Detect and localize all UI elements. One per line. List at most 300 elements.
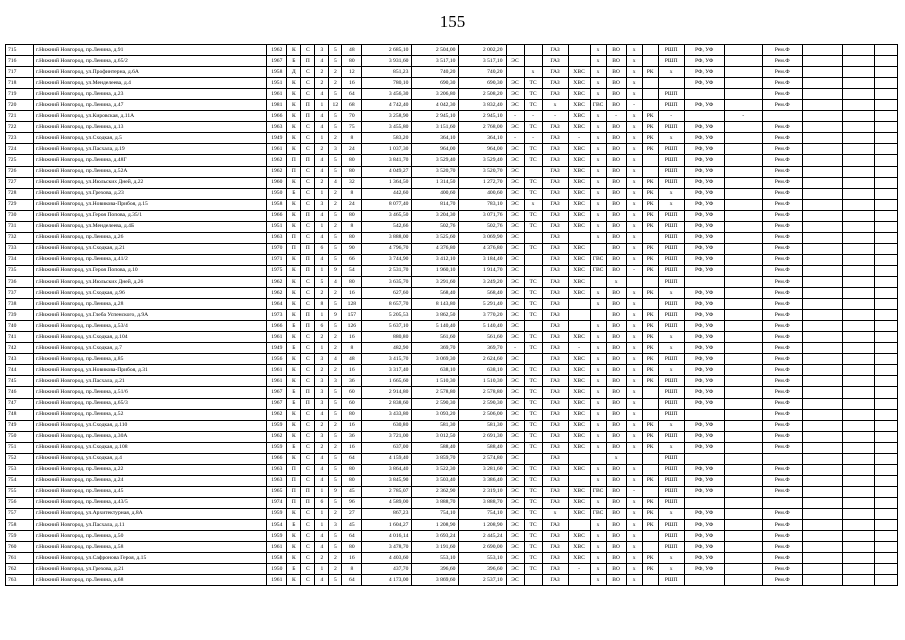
table-cell-e3 (842, 122, 874, 133)
table-row (6, 111, 898, 122)
table-cell-a2: 3 525,60 (412, 232, 459, 243)
table-cell-x: х (626, 431, 642, 442)
table-cell-rk (642, 100, 658, 111)
table-cell-num: 715 (6, 45, 34, 56)
table-cell-vo: ВО (606, 332, 626, 343)
table-cell-gvs: х (590, 166, 606, 177)
table-row (6, 67, 898, 78)
table-cell-rshp: х (658, 553, 684, 564)
table-cell-gaz: ГАЗ (542, 310, 568, 321)
table-cell-a1: 2 838,60 (362, 398, 412, 409)
table-cell-year: 1966 (267, 210, 287, 221)
table-cell-type: С (301, 144, 315, 155)
table-cell-a2: 1 510,30 (412, 376, 459, 387)
table-cell-type: П (301, 497, 315, 508)
table-cell-e4 (874, 508, 897, 519)
table-cell-e2 (802, 210, 842, 221)
table-cell-x: х (626, 177, 642, 188)
table-cell-apt: 90 (342, 243, 362, 254)
table-cell-e2 (802, 221, 842, 232)
table-cell-rem: Рем.Ф (762, 310, 802, 321)
table-cell-es: ЭС (506, 365, 524, 376)
table-cell-year: 1962 (267, 166, 287, 177)
table-cell-mat: П (287, 232, 301, 243)
table-cell-ent: 4 (315, 254, 329, 265)
table-cell-rem: Рем.Ф (762, 464, 802, 475)
table-cell-rf: РФ, УФ (684, 464, 724, 475)
table-cell-fl: 5 (329, 243, 342, 254)
table-cell-e2 (802, 111, 842, 122)
table-cell-fl: 5 (329, 56, 342, 67)
table-cell-apt: 16 (342, 288, 362, 299)
table-cell-e1 (724, 354, 762, 365)
table-cell-rem: Рем.Ф (762, 332, 802, 343)
table-cell-rf (684, 111, 724, 122)
table-cell-e4 (874, 100, 897, 111)
table-cell-e1 (724, 376, 762, 387)
table-cell-a1: 8 657,70 (362, 299, 412, 310)
table-cell-x: х (626, 497, 642, 508)
table-cell-gaz: х (542, 508, 568, 519)
table-cell-fl: 2 (329, 199, 342, 210)
table-cell-e3 (842, 67, 874, 78)
table-cell-num: 730 (6, 210, 34, 221)
table-cell-num: 738 (6, 299, 34, 310)
table-cell-e3 (842, 553, 874, 564)
table-cell-vo: ВО (606, 464, 626, 475)
table-cell-rem: Рем.Ф (762, 387, 802, 398)
table-cell-num: 760 (6, 542, 34, 553)
table-cell-x: х (626, 288, 642, 299)
table-cell-gvs: х (590, 409, 606, 420)
table-cell-ent: 2 (315, 67, 329, 78)
table-cell-es: ЭС (506, 89, 524, 100)
table-cell-ts: ТС (524, 221, 542, 232)
table-cell-mat: К (287, 453, 301, 464)
table-cell-fl: 4 (329, 276, 342, 287)
table-cell-x: х (626, 343, 642, 354)
table-cell-hvs: ХВС (568, 166, 590, 177)
table-cell-e4 (874, 531, 897, 542)
table-cell-a1: 3 864,40 (362, 464, 412, 475)
table-cell-ts: ТС (524, 365, 542, 376)
table-cell-e4 (874, 254, 897, 265)
table-cell-e3 (842, 100, 874, 111)
table-cell-a3: 581,30 (459, 420, 506, 431)
table-cell-x: х (626, 332, 642, 343)
table-row (6, 188, 898, 199)
table-cell-rem (762, 453, 802, 464)
table-cell-vo: ВО (606, 398, 626, 409)
table-cell-fl: 2 (329, 332, 342, 343)
table-row (6, 508, 898, 519)
table-cell-year: 1958 (267, 553, 287, 564)
table-cell-type: С (301, 67, 315, 78)
table-cell-apt: 80 (342, 56, 362, 67)
table-cell-addr: г.Нижний Новгород, ул.Сходкая, д.4 (34, 453, 267, 464)
table-cell-fl: 5 (329, 299, 342, 310)
table-cell-a3: 3 184,40 (459, 254, 506, 265)
table-cell-rk: РК (642, 310, 658, 321)
table-cell-a2: 1 314,50 (412, 177, 459, 188)
table-cell-rshp: х (658, 332, 684, 343)
table-cell-x: х (626, 442, 642, 453)
table-cell-year: 1964 (267, 299, 287, 310)
table-cell-es: ЭС (506, 332, 524, 343)
table-cell-addr: г.Нижний Новгород, пр.Ленина, д.30А (34, 431, 267, 442)
table-cell-a3: 2 537,10 (459, 575, 506, 586)
table-cell-year: 1962 (267, 288, 287, 299)
table-cell-addr: г.Нижний Новгород, ул.Кировская, д.11А (34, 111, 267, 122)
table-row (6, 177, 898, 188)
table-cell-a2: 3 522,30 (412, 464, 459, 475)
table-cell-gvs: х (590, 45, 606, 56)
table-cell-e2 (802, 276, 842, 287)
table-cell-es (506, 45, 524, 56)
table-cell-rf: РФ, УФ (684, 221, 724, 232)
table-cell-type: П (301, 254, 315, 265)
table-cell-e3 (842, 243, 874, 254)
table-cell-rk (642, 155, 658, 166)
table-cell-year: 1963 (267, 122, 287, 133)
table-cell-rem: Рем.Ф (762, 420, 802, 431)
table-cell-rf: РФ, УФ (684, 321, 724, 332)
table-cell-mat: К (287, 276, 301, 287)
table-cell-hvs: ХВС (568, 78, 590, 89)
table-cell-e2 (802, 442, 842, 453)
table-cell-vo: ВО (606, 321, 626, 332)
table-cell-gvs: х (590, 553, 606, 564)
table-cell-gaz: ГАЗ (542, 343, 568, 354)
table-cell-mat: Б (287, 442, 301, 453)
table-cell-hvs: ХВС (568, 354, 590, 365)
table-cell-a2: 638,10 (412, 365, 459, 376)
table-cell-vo: х (606, 453, 626, 464)
table-cell-ent: 6 (315, 243, 329, 254)
table-cell-apt: 126 (342, 321, 362, 332)
table-cell-rem: Рем.Ф (762, 486, 802, 497)
table-cell-e1 (724, 221, 762, 232)
table-cell-a3: 5 140,40 (459, 321, 506, 332)
table-cell-x: х (626, 188, 642, 199)
table-cell-e4 (874, 464, 897, 475)
table-cell-num: 756 (6, 497, 34, 508)
table-cell-e4 (874, 520, 897, 531)
table-cell-es: ЭС (506, 508, 524, 519)
table-row (6, 288, 898, 299)
table-cell-a2: 3 859,70 (412, 453, 459, 464)
table-cell-vo: ВО (606, 221, 626, 232)
table-cell-e2 (802, 464, 842, 475)
table-cell-apt: 66 (342, 254, 362, 265)
table-cell-e3 (842, 354, 874, 365)
table-cell-rem: Рем.Ф (762, 376, 802, 387)
table-cell-e2 (802, 564, 842, 575)
table-cell-e4 (874, 542, 897, 553)
table-cell-a1: 1 037,30 (362, 144, 412, 155)
table-cell-rk (642, 166, 658, 177)
table-cell-e1 (724, 387, 762, 398)
table-cell-fl: 12 (329, 100, 342, 111)
table-cell-apt: 45 (342, 520, 362, 531)
table-cell-rshp: РШП (658, 232, 684, 243)
table-cell-fl: 5 (329, 575, 342, 586)
table-cell-type: С (301, 89, 315, 100)
table-row (6, 475, 898, 486)
table-cell-rf (684, 89, 724, 100)
table-cell-rf: РФ, УФ (684, 188, 724, 199)
table-cell-apt: 75 (342, 122, 362, 133)
table-cell-a1: 3 744,90 (362, 254, 412, 265)
table-cell-es: ЭС (506, 188, 524, 199)
table-cell-mat: К (287, 332, 301, 343)
table-cell-rf: РФ, УФ (684, 553, 724, 564)
table-cell-hvs: - (568, 564, 590, 575)
table-cell-mat: К (287, 354, 301, 365)
table-row (6, 431, 898, 442)
table-cell-ent: 4 (315, 210, 329, 221)
table-cell-num: 723 (6, 133, 34, 144)
table-cell-fl: 5 (329, 431, 342, 442)
table-cell-hvs (568, 321, 590, 332)
table-cell-hvs: ХВС (568, 111, 590, 122)
table-cell-a2: 3 151,60 (412, 122, 459, 133)
table-cell-rshp: РШП (658, 276, 684, 287)
table-cell-a3: 754,10 (459, 508, 506, 519)
table-cell-ts: ТС (524, 553, 542, 564)
table-cell-rshp: РШП (658, 497, 684, 508)
table-cell-fl: 3 (329, 520, 342, 531)
table-cell-e1 (724, 475, 762, 486)
table-cell-rem: Рем.Ф (762, 431, 802, 442)
table-cell-apt: 8 (342, 564, 362, 575)
table-cell-e1 (724, 431, 762, 442)
table-cell-a1: 1 604,27 (362, 520, 412, 531)
table-cell-a2: 2 362,90 (412, 486, 459, 497)
table-cell-e3 (842, 542, 874, 553)
table-cell-gaz: ГАЗ (542, 475, 568, 486)
table-cell-a2: 1 208,90 (412, 520, 459, 531)
table-cell-a3: 964,00 (459, 144, 506, 155)
table-cell-e3 (842, 453, 874, 464)
table-cell-rf: РФ, УФ (684, 199, 724, 210)
table-cell-fl: 2 (329, 133, 342, 144)
table-cell-a2: 588,40 (412, 442, 459, 453)
table-cell-type: С (301, 376, 315, 387)
table-cell-rk (642, 232, 658, 243)
table-cell-vo: ВО (606, 431, 626, 442)
table-cell-apt: 16 (342, 78, 362, 89)
table-cell-mat: П (287, 464, 301, 475)
table-row (6, 144, 898, 155)
table-cell-ent: 3 (315, 376, 329, 387)
table-cell-apt: 24 (342, 199, 362, 210)
table-cell-a3: 364,10 (459, 133, 506, 144)
table-cell-e4 (874, 453, 897, 464)
table-cell-e4 (874, 420, 897, 431)
table-cell-year: 1970 (267, 243, 287, 254)
table-cell-mat: К (287, 531, 301, 542)
table-cell-ts (524, 575, 542, 586)
table-cell-year: 1961 (267, 144, 287, 155)
table-cell-hvs: ХВС (568, 89, 590, 100)
table-cell-es: ЭС (506, 486, 524, 497)
table-cell-e3 (842, 332, 874, 343)
table-cell-rk (642, 409, 658, 420)
table-cell-rem: Рем.Ф (762, 365, 802, 376)
table-cell-a1: 3 456,30 (362, 89, 412, 100)
table-cell-ent: 4 (315, 409, 329, 420)
table-cell-num: 746 (6, 387, 34, 398)
table-cell-apt: 27 (342, 508, 362, 519)
table-cell-a2: 553,10 (412, 553, 459, 564)
table-cell-es: ЭС (506, 564, 524, 575)
table-cell-ts: ТС (524, 89, 542, 100)
table-cell-ent: 4 (315, 166, 329, 177)
table-cell-type: С (301, 78, 315, 89)
table-cell-vo: ВО (606, 575, 626, 586)
table-cell-e1 (724, 497, 762, 508)
table-cell-gaz: ГАЗ (542, 276, 568, 287)
table-cell-gaz: ГАЗ (542, 575, 568, 586)
table-cell-es: ЭС (506, 553, 524, 564)
table-cell-fl: 5 (329, 254, 342, 265)
table-cell-ent: 4 (315, 89, 329, 100)
table-cell-apt: 80 (342, 542, 362, 553)
table-cell-e1 (724, 100, 762, 111)
table-cell-rf: РФ, УФ (684, 133, 724, 144)
table-cell-rf: РФ, УФ (684, 265, 724, 276)
table-cell-a3: 638,10 (459, 365, 506, 376)
table-cell-rf: РФ, УФ (684, 387, 724, 398)
table-cell-rf: РФ, УФ (684, 431, 724, 442)
table-cell-rf: РФ, УФ (684, 288, 724, 299)
table-cell-fl: 5 (329, 111, 342, 122)
table-cell-mat: К (287, 111, 301, 122)
table-cell-year: 1958 (267, 199, 287, 210)
table-cell-ent: 4 (315, 111, 329, 122)
table-cell-a1: 2 785,07 (362, 486, 412, 497)
table-row (6, 232, 898, 243)
table-cell-addr: г.Нижний Новгород, ул.Грехова, д.23 (34, 188, 267, 199)
table-cell-mat: Б (287, 398, 301, 409)
table-cell-addr: г.Нижний Новгород, пр.Ленина, д.53/4 (34, 321, 267, 332)
table-cell-rf: РФ, УФ (684, 486, 724, 497)
table-cell-e3 (842, 508, 874, 519)
table-cell-e4 (874, 56, 897, 67)
table-cell-mat: П (287, 486, 301, 497)
table-cell-hvs: ХВС (568, 376, 590, 387)
table-cell-e4 (874, 188, 897, 199)
table-cell-e1 (724, 232, 762, 243)
table-cell-ent: 3 (315, 354, 329, 365)
table-cell-rem: Рем.Ф (762, 442, 802, 453)
table-cell-x: х (626, 122, 642, 133)
table-cell-hvs: ХВС (568, 442, 590, 453)
table-cell-ent: 4 (315, 232, 329, 243)
table-cell-e3 (842, 265, 874, 276)
table-cell-rshp: РШП (658, 520, 684, 531)
table-cell-vo: ВО (606, 343, 626, 354)
table-cell-e2 (802, 497, 842, 508)
table-cell-rk: РК (642, 354, 658, 365)
table-cell-rshp: РШП (658, 409, 684, 420)
table-cell-ts: ТС (524, 497, 542, 508)
table-cell-e3 (842, 78, 874, 89)
table-cell-rf: РФ, УФ (684, 243, 724, 254)
registry-body (6, 45, 898, 586)
table-cell-rshp: х (658, 508, 684, 519)
table-cell-hvs: ХВС (568, 100, 590, 111)
table-cell-x: х (626, 310, 642, 321)
table-cell-rshp: х (658, 564, 684, 575)
table-cell-gvs: х (590, 299, 606, 310)
table-cell-ent: 3 (315, 45, 329, 56)
table-cell-year: 1965 (267, 486, 287, 497)
table-cell-e4 (874, 67, 897, 78)
table-cell-rf: РФ, УФ (684, 564, 724, 575)
table-cell-rf: РФ, УФ (684, 78, 724, 89)
table-cell-rshp: РШП (658, 354, 684, 365)
table-cell-rf: РФ, УФ (684, 542, 724, 553)
table-cell-a2: 814,70 (412, 199, 459, 210)
table-cell-ts: ТС (524, 420, 542, 431)
table-cell-type: С (301, 343, 315, 354)
table-row (6, 254, 898, 265)
table-cell-year: 1961 (267, 575, 287, 586)
table-cell-a3: 1 914,70 (459, 265, 506, 276)
table-cell-es: ЭС (506, 100, 524, 111)
table-cell-gvs (590, 453, 606, 464)
table-cell-ent: 4 (315, 464, 329, 475)
table-cell-rk: РК (642, 265, 658, 276)
table-cell-e3 (842, 276, 874, 287)
table-cell-fl: 5 (329, 166, 342, 177)
table-cell-ts: ТС (524, 310, 542, 321)
table-cell-num: 749 (6, 420, 34, 431)
table-cell-year: 1951 (267, 221, 287, 232)
table-cell-year: 1958 (267, 67, 287, 78)
table-cell-a1: 780,10 (362, 78, 412, 89)
table-cell-ts: ТС (524, 100, 542, 111)
table-cell-gvs: х (590, 475, 606, 486)
table-cell-fl: 2 (329, 221, 342, 232)
table-cell-hvs: ХВС (568, 531, 590, 542)
table-cell-rf: РФ, УФ (684, 398, 724, 409)
table-cell-hvs: ХВС (568, 199, 590, 210)
table-cell-e4 (874, 166, 897, 177)
table-cell-ts: ТС (524, 376, 542, 387)
table-cell-rk (642, 531, 658, 542)
table-cell-x: х (626, 464, 642, 475)
table-cell-x: х (626, 575, 642, 586)
table-cell-fl: 5 (329, 387, 342, 398)
table-cell-hvs: ХВС (568, 431, 590, 442)
table-cell-rk: РК (642, 442, 658, 453)
table-cell-gvs (590, 310, 606, 321)
table-cell-e4 (874, 409, 897, 420)
table-cell-ts (524, 56, 542, 67)
table-cell-year: 1971 (267, 254, 287, 265)
table-cell-e4 (874, 111, 897, 122)
table-cell-type: П (301, 310, 315, 321)
table-cell-rem: Рем.Ф (762, 56, 802, 67)
table-cell-apt: 60 (342, 398, 362, 409)
table-cell-vo: ВО (606, 199, 626, 210)
table-cell-num: 736 (6, 276, 34, 287)
table-cell-hvs: ХВС (568, 398, 590, 409)
table-cell-mat: К (287, 122, 301, 133)
